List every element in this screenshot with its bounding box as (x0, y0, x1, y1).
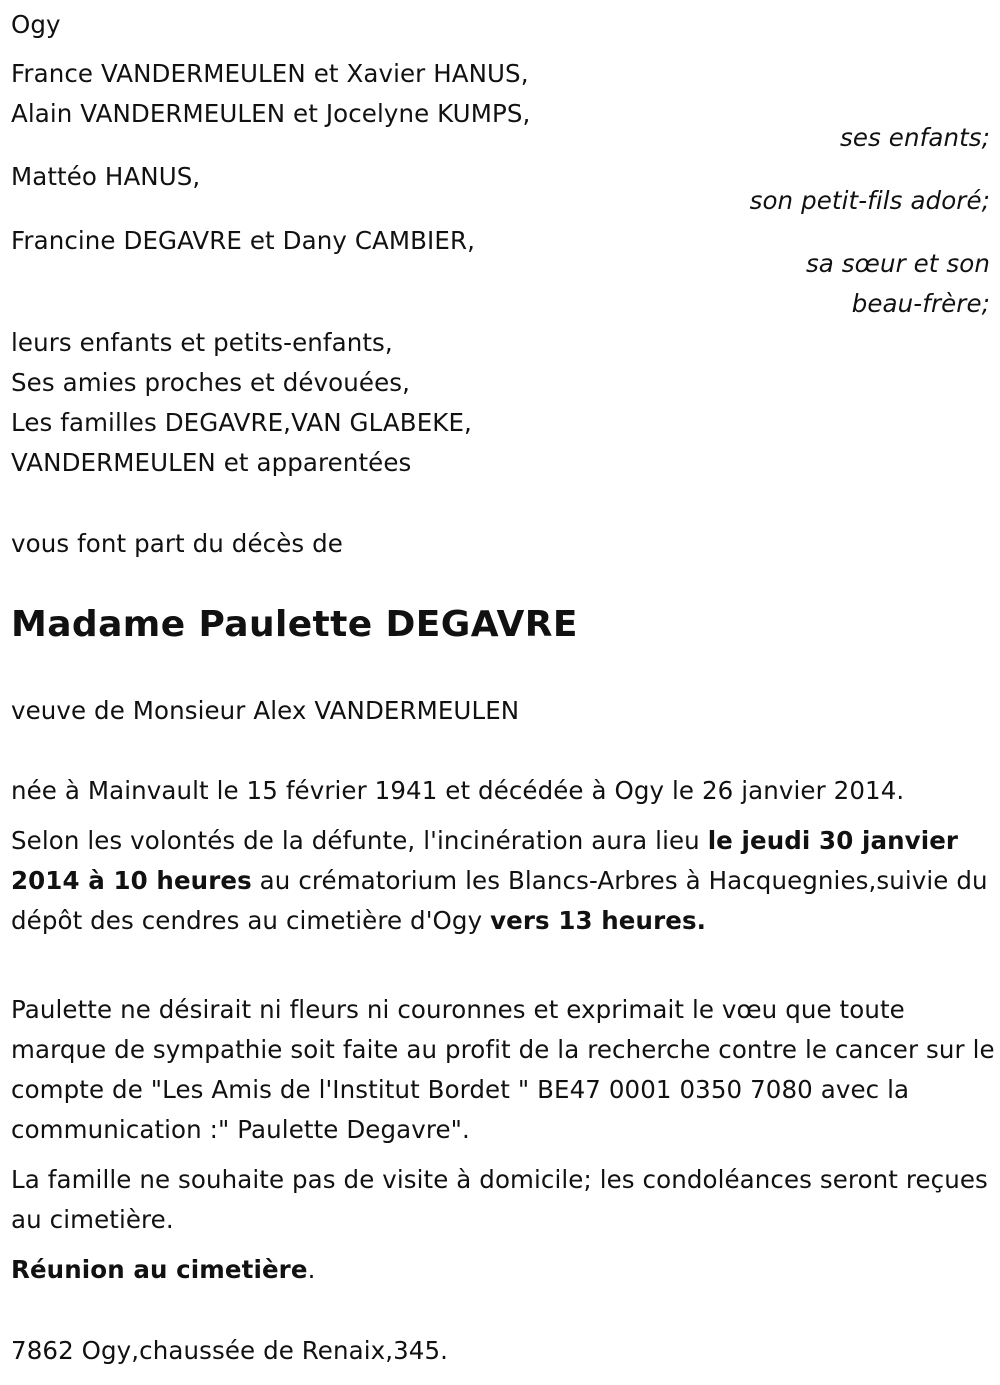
sister-role-line-2: beau-frère; (851, 289, 990, 318)
ceremony-cemetery-time: vers 13 heures. (490, 906, 707, 935)
sister-role-line-1: sa sœur et son (805, 249, 990, 278)
address-line: 7862 Ogy,chaussée de Renaix,345. (11, 1336, 449, 1365)
sister-line: Francine DEGAVRE et Dany CAMBIER, (11, 226, 475, 255)
family-other-line-2: Ses amies proches et dévouées, (11, 368, 410, 397)
locality-header: Ogy (11, 10, 61, 39)
meeting-label: Réunion au cimetière (11, 1255, 308, 1284)
ceremony-text-2: au crématorium les Blancs-Arbres à Hacquegnies,suivie du dépôt des cendres au cimetière d'Ogy (11, 866, 988, 935)
ceremony-paragraph (11, 821, 996, 941)
family-other-line-1: leurs enfants et petits-enfants, (11, 328, 393, 357)
ceremony-date-time: le jeudi 30 janvier 2014 à 10 heures (11, 826, 959, 895)
children-line-2: Alain VANDERMEULEN et Jocelyne KUMPS, (11, 99, 531, 128)
grandson-role: son petit-fils adoré; (749, 186, 990, 215)
ceremony-text-1: Selon les volontés de la défunte, l'incinération aura lieu (11, 826, 708, 855)
children-line-1: France VANDERMEULEN et Xavier HANUS, (11, 59, 529, 88)
condolences-paragraph: La famille ne souhaite pas de visite à domicile; les condoléances seront reçues au cimetière. (11, 1165, 988, 1234)
deceased-name: Madame Paulette DEGAVRE (11, 604, 578, 645)
meeting-suffix: . (307, 1255, 316, 1284)
meeting-line (11, 1250, 996, 1290)
widow-of-line: veuve de Monsieur Alex VANDERMEULEN (11, 696, 520, 725)
children-role: ses enfants; (840, 123, 990, 152)
announcement-intro: vous font part du décès de (11, 529, 343, 558)
family-other-line-4: VANDERMEULEN et apparentées (11, 448, 412, 477)
donation-paragraph: Paulette ne désirait ni fleurs ni couronnes et exprimait le vœu que toute marque de sympathie soit faite au profit de la recherche contre le cancer sur le compte de "Les Amis de l'Institut Bordet " BE47 0001 0350 7080 avec la communication :" Paulette Degavre". (11, 995, 995, 1144)
birth-death-line: née à Mainvault le 15 février 1941 et décédée à Ogy le 26 janvier 2014. (11, 776, 905, 805)
grandson-line: Mattéo HANUS, (11, 162, 201, 191)
family-other-line-3: Les familles DEGAVRE,VAN GLABEKE, (11, 408, 472, 437)
